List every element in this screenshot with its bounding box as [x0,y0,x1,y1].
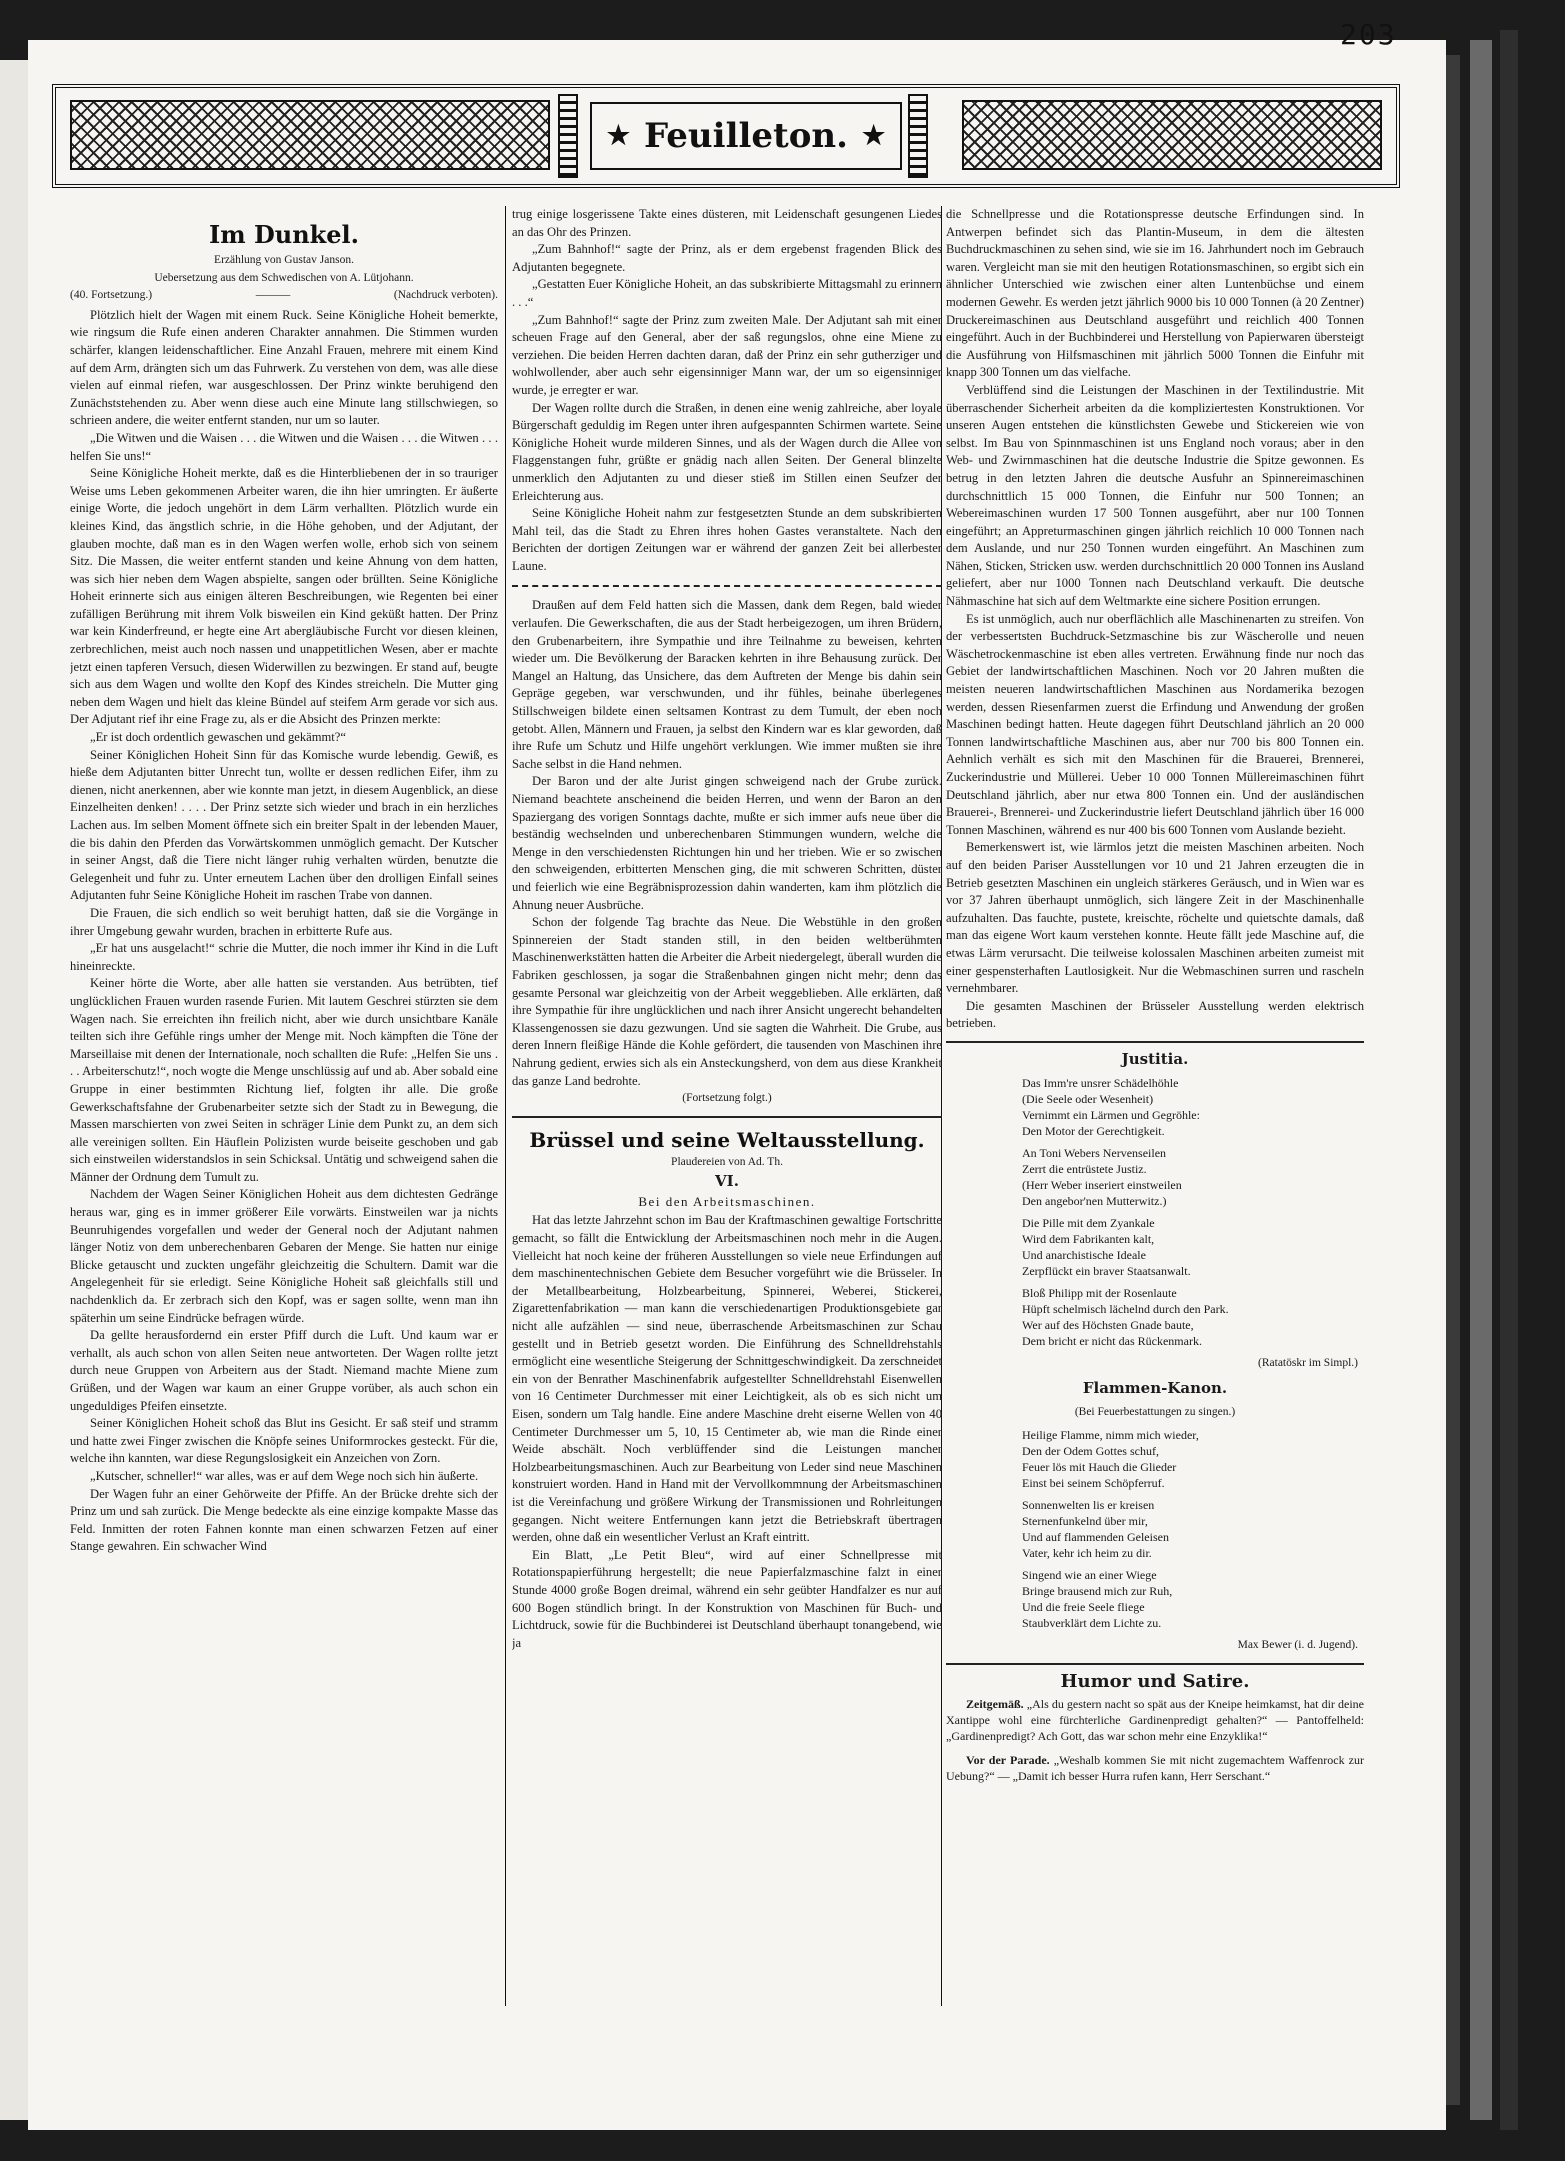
paragraph: Es ist unmöglich, auch nur oberflächlich alle Maschinenarten zu streifen. Von der verbessertsten Buchdruck-Setzmaschine bis zur Wäscherolle und neuen Wäschetrockenmaschine ist eben alles vertreten. Erwähnung finde nur noch das Gebiet der landwirtschaftlichen Maschinen. Noch vor 20 Jahren mußten die meisten neueren landwirtschaftlichen Maschinen aus Nordamerika bezogen werden, dessen Riesenfarmen zuerst die Erfindung und Anwendung der großen Maschinen bedingt hatten. Heute dagegen führt Deutschland jährlich an 20 000 Tonnen landwirtschaftliche Maschinen aus, aber nur 700 bis 800 Tonnen ein. Aehnlich verhält es sich mit den Maschinen für die Brauerei, Brennerei, Zuckerindustrie und Müllerei. Ueber 10 000 Tonnen Müllereimaschinen führt Deutschland jährlich, aber nur etwa 800 Tonnen ein. Und der ausländischen Brauerei-, Brennerei- und Zuckerindustrie liefert Deutschland jährlich über 16 000 Tonnen Maschinen, während es nur 400 bis 600 Tonnen vom Auslande bezieht. [946,611,1364,837]
poem-line: Staubverklärt dem Lichte zu. [1022,1616,1162,1631]
paragraph: „Gestatten Euer Königliche Hoheit, an das subskribierte Mittagsmahl zu erinnern . . .“ [512,277,942,309]
paragraph: die Schnellpresse und die Rotationspresse deutsche Erfindungen sind. In Antwerpen befindet sich das Plantin-Museum, in dem die ältesten Buchdruckmaschinen zu sehen sind, wie sie im 16. Jahrhundert noch im Gebrauch waren. Vergleicht man sie mit den heutigen Rotationsmaschinen, so ergibt sich ein ähnlicher Unterschied wie zwischen einer alten Luntenbüchse und einem modernen Gewehr. Es werden jetzt jährlich 9000 bis 10 000 Tonnen (à 20 Zentner) Druckereimaschinen aus Deutschland ausgeführt und reichlich 400 Tonnen eingeführt. Auch in der Buchbinderei und Herstellung von Papierwaren übersteigt die Ausführung von Hilfsmaschinen mit jährlich 5000 Tonnen die Einfuhr mit knapp 300 Tonnen um das vielfache. [946,207,1364,380]
poem-justitia [1022,1075,1364,1349]
star-icon: ★ [606,121,631,151]
poem-line: Und auf flammenden Geleisen [1022,1530,1169,1545]
binding-edge [1470,40,1492,2120]
paragraph: Der Wagen rollte durch die Straßen, in denen eine wenig zahlreiche, aber loyale Bürgerschaft geduldig im Regen unter ihren aufgespannten Schirmen wartete. Seine Königliche Hoheit wurde milderen Sinnes, und als der Wagen durch die Allee von Flaggenstangen fuhr, grüßte er gnädig nach allen Seiten. Der General blinzelte unmerklich den Adjutanten zu und dieser stieß im Stillen einen Seufzer der Erleichterung aus. [512,400,942,503]
column-2 [512,206,942,1986]
paragraph: trug einige losgerissene Takte eines düsteren, mit Leidenschaft gesungenen Liedes an das Ohr des Prinzen. [512,207,942,239]
poem-line: Vernimmt ein Lärmen und Gegröhle: [1022,1107,1200,1122]
story-text-col2 [512,206,942,575]
feuilleton-banner [52,84,1400,188]
humor-item-text: „Als du gestern nacht so spät aus der Kneipe heimkamst, hat dir deine Xantippe wohl eine fürchterliche Gardinenpredigt gehalten?“ — Pantoffelheld: „Gardinenpredigt? Ach Gott, das war schon mehr eine Enzyklika!“ [946,1697,1364,1744]
poem-line: Wer auf des Höchsten Gnade baute, [1022,1317,1194,1332]
poem-line: Sonnenwelten lis er kreisen [1022,1498,1155,1513]
poem-line: Bringe brausend mich zur Ruh, [1022,1584,1173,1599]
continuation-note: (40. Fortsetzung.) [70,289,153,302]
poem-flammen-kanon [1022,1427,1364,1631]
article-title: Brüssel und seine Weltausstellung. [529,1127,925,1152]
poem-stanza [1022,1567,1364,1631]
poem-line: Zerpflückt ein braver Staatsanwalt. [1022,1263,1191,1278]
paragraph: „Er hat uns ausgelacht!“ schrie die Mutter, die noch immer ihr Kind in die Luft hineinreckte. [70,941,498,973]
poem-line: Vater, kehr ich heim zu dir. [1022,1546,1152,1561]
humor-separator [946,1663,1364,1665]
copyright-note: (Nachdruck verboten). [393,289,498,302]
poem-line: (Die Seele oder Wesenheit) [1022,1091,1154,1106]
paragraph: „Zum Bahnhof!“ sagte der Prinz, als er dem ergebenst fragenden Blick des Adjutanten begegnete. [512,242,942,274]
ornament-panel-right [962,100,1382,170]
article-text-col3 [946,206,1364,1033]
paragraph: Seine Königliche Hoheit merkte, daß es die Hinterbliebenen der in so trauriger Weise ums Leben gekommenen Arbeiter waren, die ihn hier umringten. Er äußerte einige Worte, die jedoch ungehört in dem Lärm verhallten. Plötzlich wurde ein kleines Kind, das ängstlich schrie, in die Höhe gehoben, und der Adjutant, der glauben mochte, daß man es in den Wagen werfen wolle, erhob sich von seinem Sitz. Die Massen, die weiter entfernt standen und keine Ahnung von dem hatten, was sich hier neben dem Wagen abspielte, sangen oder brüllten. Seine Königliche Hoheit erinnerte sich aus einigen älteren Beschreibungen, wie Regenten bei einer zufälligen Berührung mit ihrem Volk bisweilen ein Kind geküßt hatten. Der Prinz war kein Kinderfreund, er hegte eine Art abergläubische Furcht vor diesen kleinen, zerbrechlichen, meist auch noch nassen und unappetitlichen Wesen, aber er machte jetzt einen tapferen Versuch, diesen Widerwillen zu bezwingen. Er stand auf, beugte sich aus dem Wagen und wollte den Kopf des Kindes streicheln. Die Mutter ging neben dem Wagen und hielt das kleine Bündel auf steifem Arm gerade vor sich aus. Der Adjutant rief ihr eine Frage zu, als er die Absicht des Prinzen merkte: [70,466,498,727]
poem-line: Sternenfunkelnd über mir, [1022,1514,1148,1529]
poem-line: Einst bei seinem Schöpferruf. [1022,1476,1165,1491]
poem-separator [946,1041,1364,1043]
paragraph: „Kutscher, schneller!“ war alles, was er auf dem Wege noch sich hin äußerte. [90,1468,479,1483]
meta-dash: ——— [255,289,291,302]
paragraph: Die gesamten Maschinen der Brüsseler Ausstellung werden elektrisch betrieben. [946,998,1364,1031]
paragraph: Ein Blatt, „Le Petit Bleu“, wird auf einer Schnellpresse mit Rotationspapierführung hergestellt; die neue Papierfalzmaschine falzt in einer Stunde 4000 große Bogen dreimal, während ein sehr geübter Handfalzer es nur auf 600 Bogen stündlich bringt. In der Konstruktion von Maschinen für Buch- und Lichtdruck, sowie für die Buchbinderei ist Deutschland überhaupt tonangebend, wie ja [512,1547,942,1650]
poem-line: Feuer lös mit Hauch die Glieder [1022,1460,1177,1475]
poem-stanza [1022,1145,1364,1209]
poem-stanza [1022,1285,1364,1349]
section-title-text: Feuilleton. [644,116,848,156]
poem-line: Die Pille mit dem Zyankale [1022,1215,1155,1230]
poem-source: (Ratatöskr im Simpl.) [1258,1356,1358,1369]
article-byline: Plaudereien von Ad. Th. [671,1155,783,1168]
ornament-panel-left [70,100,550,170]
story-translator: Uebersetzung aus dem Schwedischen von A. Lütjohann. [154,271,414,284]
paragraph: Seiner Königlichen Hoheit schoß das Blut ins Gesicht. Er saß steif und stramm und hatte zwei Finger zwischen die Knöpfe seines Uniformrockes gesteckt. Für die, welche ihn kannten, war diese Regungslosigkeit ein Anzeichen von Zorn. [70,1416,498,1466]
poem-line: Heilige Flamme, nimm mich wieder, [1022,1428,1199,1443]
paragraph: Da gellte herausfordernd ein erster Pfiff durch die Luft. Und kaum war er verhallt, als auch schon von allen Seiten neue antworteten. Der Wagen rollte jetzt durch neue Gruppen von Arbeitern aus der Stadt. Niemand machte Miene zum Grüßen, und der Wagen war kaum an einer Gruppe vorüber, als auch schon ein ungeduldiges Pfeifen einsetzte. [70,1328,498,1413]
paragraph: Hat das letzte Jahrzehnt schon im Bau der Kraftmaschinen gewaltige Fortschritte gemacht, so fällt die Entwicklung der Arbeitsmaschinen noch mehr in die Augen. Vielleicht hat noch keine der früheren Ausstellungen so viele neue Erfindungen auf dem maschinentechnischen Gebiete dem Besucher vorgeführt wie die Brüsseler. In der Metallbearbeitung, Holzbearbeitung, Spinnerei, Weberei, Stickerei, Zigarettenfabrikation — man kann die verschiedenartigen Produktionsgebiete gar nicht alle aufzählen — sind neue, überraschende Arbeitsmaschinen zur Schau gestellt und in Betrieb gesetzt worden. Die Einführung des Schnelldrehstahls ermöglicht eine wesentliche Steigerung der Schnittgeschwindigkeit. Da zerschneidet ein von der Benrather Maschinenfabrik aufgestellter Schnelldrehstahl Eisenwellen von 16 Centimeter Durchmesser mit einer Leichtigkeit, als ob es sich nicht um Eisen, sondern um Talg handle. Eine andere Maschine dreht eiserne Wellen von 40 Centimeter Durchmesser um 5, 10, 15 Centimeter ab, wie man die Rinde einer Weide abschält. Noch verblüffender sind die Leistungen mancher Holzbearbeitungsmaschinen. Auch zur Bearbeitung von Leder sind neue Maschinen konstruiert worden. Hand in Hand mit der Vervollkommnung der Arbeitsmaschinen ist die Vereinfachung und größere Wirkung der Transmissionen und Rohrleitungen gegangen. Nicht weitere Entfernungen kann jetzt die Betriebskraft übertragen werden, ohne daß ein wesentlicher Verlust an Kraft eintritt. [512,1213,942,1545]
paragraph: Keiner hörte die Worte, aber alle hatten sie verstanden. Aus betrübten, tief unglücklichen Frauen wurden rasende Furien. Mit lautem Geschrei stürzten sie dem Wagen nach. Sie erreichten ihn freilich nicht, aber wie durch unsichtbare Kanäle teilten sich ihre Gefühle rings umher der Menge mit. Noch kämpften die Töne der Marseillaise mit denen der Internationale, noch schallten die Rufe: „Helfen Sie uns . . . Arbeiterschutz!“, noch wogte die Menge unschlüssig auf und ab. Aber sobald eine Gruppe in einer bestimmten Richtung lief, folgten ihr alle. Die große Gewerkschaftsfahne der Grubenarbeiter setzte sich der Stadt zu in Bewegung, die Massen marschierten von zwei Seiten in schräger Linie dem Punkt zu, an dem sich alle vereinigen sollten. Ein Häuflein Polizisten wurde beiseite geschoben und gab sich einstweilen widerstandslos in sein Schicksal. Untätig und schweigend sahen die Männer der Ordnung dem Tumult zu. [70,976,498,1184]
poem-line: Den angebor'nen Mutterwitz.) [1022,1193,1167,1208]
poem-line: Wird dem Fabrikanten kalt, [1022,1231,1155,1246]
poem-title: Flammen-Kanon. [1082,1379,1228,1398]
paragraph: Bemerkenswert ist, wie lärmlos jetzt die meisten Maschinen arbeiten. Noch auf den beiden Pariser Ausstellungen vor 10 und 21 Jahren erzeugten die in Betrieb gesetzten Maschinen ein ungleich stärkeres Geräusch, und in Wien war es vor 37 Jahren überhaupt unmöglich, sich längere Zeit in der Maschinenhalle aufzuhalten. Das fauchte, pustete, kreischte, röchelte und quietschte damals, daß man das eigene Wort kaum verstehen konnte. Heute fällt jede Maschine auf, die etwas Lärm verursacht. Die teilweise kolossalen Maschinen arbeiten zumeist mit einer gespensterhaften Lautlosigkeit. Nur die Webmaschinen surren und rascheln vernehmbarer. [946,840,1364,996]
poem-line: Den der Odem Gottes schuf, [1022,1444,1159,1459]
ornament-pillar [908,94,928,178]
poem-source: Max Bewer (i. d. Jugend). [1237,1639,1358,1652]
star-icon: ★ [861,121,886,151]
poem-stanza [1022,1427,1364,1491]
binding-edge [1500,30,1518,2130]
article-separator [512,1116,942,1118]
facing-page-edge [0,60,28,2120]
article-section-heading: Bei den Arbeitsmaschinen. [638,1193,816,1209]
paragraph: Seine Königliche Hoheit nahm zur festgesetzten Stunde an dem subskribierten Mahl teil, das die Stadt zu Ehren ihres hohen Gastes veranstaltete. Nach den Berichten der dortigen Zeitungen war er während der ganzen Zeit bei allerbester Laune. [512,506,942,573]
poem-line: Den Motor der Gerechtigkeit. [1022,1123,1165,1138]
poem-line: Und anarchistische Ideale [1022,1247,1146,1262]
poem-stanza [1022,1075,1364,1139]
humor-item-text: „Weshalb kommen Sie mit nicht zugemachtem Waffenrock zur Uebung?“ — „Damit ich besser Hurra rufen kann, Herr Serschant.“ [946,1753,1364,1784]
poem-line: Und die freie Seele fliege [1022,1600,1145,1615]
column-rule [505,206,506,2006]
humor-item-label: Zeitgemäß. [966,1697,1024,1712]
poem-line: Singend wie an einer Wiege [1022,1568,1157,1583]
story-text-col2-continued [512,597,942,1090]
humor-item [946,1752,1364,1784]
article-part: VI. [715,1172,739,1191]
paragraph: „Die Witwen und die Waisen . . . die Witwen und die Waisen . . . die Witwen . . . helfen Sie uns!“ [70,430,498,463]
paragraph: Verblüffend sind die Leistungen der Maschinen in der Textilindustrie. Mit überraschender Sicherheit arbeiten da die kompliziertesten Konstruktionen. Vor unseren Augen entstehen die künstlichsten Gewebe und Stickereien wie von selbst. Im Bau von Spinnmaschinen ist uns England noch voraus; aber in den Web- und Zwirnmaschinen hat die deutsche Industrie die Spitze gewonnen. Es betrug in den letzten Jahren die deutsche Ausfuhr an Spinnereimaschinen durchschnittlich 15 000 Tonnen, die Einfuhr nur 500 Tonnen; an Webereimaschinen wurden 17 500 Tonnen ausgeführt, aber nur 100 Tonnen eingeführt; an Appreturmaschinen gingen jährlich reichlich 10 000 Tonnen nach dem Auslande, und nur 250 Tonnen wurden eingeführt. An Maschinen zum Nähen, Sticken, Stricken usw. werden durchschnittlich 20 000 Tonnen ins Ausland geliefert, aber nur 1000 Tonnen nach Deutschland verkauft. Die deutsche Nähmaschine hat sich auf dem Weltmarkte eine sichere Position errungen. [946,382,1364,609]
page-number: 203 [1340,18,1397,51]
poem-line: An Toni Webers Nervenseilen [1022,1145,1167,1160]
section-title [590,102,902,170]
dashed-separator [512,585,942,587]
humor-items [946,1696,1364,1784]
poem-line: Bloß Philipp mit der Rosenlaute [1022,1285,1177,1300]
poem-line: (Herr Weber inseriert einstweilen [1022,1177,1182,1192]
story-text-col1 [70,307,498,1556]
paragraph: Die Frauen, die sich endlich so weit beruhigt hatten, daß sie die Vorgänge in ihrer Umgebung gewahr wurden, brachen in erbitterte Rufe aus. [70,905,498,938]
paragraph: Der Baron und der alte Jurist gingen schweigend nach der Grube zurück. Niemand beachtete anscheinend die beiden Herren, und wenn der Baron an den Spaziergang des vorigen Sonntags dachte, mußte er sich immer aufs neue über die beständig wechselnden und unberechenbaren Stimmungen wundern, welche die Menge in den verschiedensten Richtungen hin und her trieben. Wie er so zwischen den schweigenden, erbitterten Menschen ging, die mit schweren Schritten, düster und feierlich wie eine Begräbnisprozession dahin wanderten, kam ihm plötzlich die Ahnung neuer Ausbrüche. [512,774,942,912]
binding-edge [1446,55,1460,2105]
paragraph: Der Wagen fuhr an einer Gehörweite der Pfiffe. An der Brücke drehte sich der Prinz um und sah zurück. Die Menge bedeckte als eine einzige kompakte Masse das Feld. Inmitten der roten Fahnen konnte man einen schwarzen Fetzen auf einer Stange gewahren. Ein schwacher Wind [70,1486,498,1554]
paragraph: Schon der folgende Tag brachte das Neue. Die Webstühle in den großen Spinnereien der Stadt standen still, in den beiden weltberühmten Maschinenwerkstätten hatten die Arbeiter die Arbeit niedergelegt, überall wurden die Fabriken geschlossen, ja sogar die Straßenbahnen gingen nicht mehr; denn das gesamte Personal war gleichzeitig von der Arbeit weggeblieben. Alle erklärten, daß ihre Sympathie für ihre unglücklichen und nach ihrer Ansicht ungerecht behandelten Klassengenossen sie dazu gezwungen. Und sie sagten die Wahrheit. Die Grube, aus deren Innern fleißige Hände die Kohle gefördert, die tausenden von Maschinen ihre Nahrung gedient, erwies sich als ein Ansteckungsherd, von dem aus diese Krankheit das ganze Land bedrohte. [512,915,942,1088]
column-1 [70,206,498,2006]
poem-stanza [1022,1497,1364,1561]
paragraph: „Er ist doch ordentlich gewaschen und gekämmt?“ [90,730,346,745]
paragraph: Draußen auf dem Feld hatten sich die Massen, dank dem Regen, bald wieder verlaufen. Die Gewerkschaften, die aus der Stadt herbeigezogen, um ihren Brüdern, den Grubenarbeitern, ihre Sympathie und ihre Teilnahme zu beweisen, kehrten wieder um. Die Bevölkerung der Baracken kehrten in ihre Behausung zurück. Der Mangel an Haltung, das Unsichere, das dem Auftreten der Menge bis dahin sein Gepräge gegeben, war verschwunden, und ihr fühles, beinahe überlegenes Stillschweigen bildete einen seltsamen Kontrast zu dem Tumult, der eben noch getobt. Allen, Männern und Frauen, ja selbst den Kindern war es klar geworden, daß ihre Rufe um Schutz und Hilfe ungehört verklungen. Wie immer mußten sie ihre Sache selbst in die Hand nehmen. [512,598,942,771]
to-be-continued: (Fortsetzung folgt.) [682,1092,772,1105]
column-3 [946,206,1364,2006]
humor-item-label: Vor der Parade. [966,1753,1050,1768]
poem-line: Das Imm're unsrer Schädelhöhle [1022,1075,1179,1090]
paragraph: Nachdem der Wagen Seiner Königlichen Hoheit aus dem dichtesten Gedränge heraus war, ging es in immer größerer Eile vorwärts. Einstweilen war ja nichts Beunruhigendes vorgefallen und weder der General noch der Adjutant nahmen länger Notiz von dem unberechenbaren Gebaren der Menge. Sie hatten nur einige Blicke getauscht und zuckten ungefähr gleichzeitig die Schultern. Damit war die Angelegenheit für sie erledigt. Seine Königliche Hoheit saß gleichfalls still und nachdenklich da. Er zerbrach sich den Kopf, was er sagen sollte, wenn man ihn späterhin um seine Eindrücke befragen würde. [70,1187,498,1325]
paragraph: Plötzlich hielt der Wagen mit einem Ruck. Seine Königliche Hoheit bemerkte, wie ringsum die Rufe einen anderen Charakter annahmen. Die Stimmen wurden schärfer, klangen leidenschaftlicher. Eine Anzahl Frauen, mehrere mit einem Kind auf dem Arm, drängten sich um das Fuhrwerk. Zu verstehen von dem, was alle diese vielen auf einmal riefen, war ausgeschlossen. Der Prinz winkte beruhigend den Zunächststehenden zu. Aber wenn diese auch eine Minute lang stillschwiegen, so schrieen andere, die weiter entfernt standen, nur um so lauter. [70,307,498,428]
humor-item [946,1696,1364,1744]
paragraph: „Zum Bahnhof!“ sagte der Prinz zum zweiten Male. Der Adjutant sah mit einer scheuen Frage auf den General, aber der saß regungslos, ohne eine Miene zu verziehen. Die beiden Herren dachten daran, daß der Prinz ein sehr gutherziger und wohlwollender, aber auch sehr eigensinniger Mann war, der um so eigensinniger wurde, je erregter er war. [512,312,942,397]
paragraph: Seiner Königlichen Hoheit Sinn für das Komische wurde lebendig. Gewiß, es hieße dem Adjutanten bitter Unrecht tun, wollte er dessen redlichen Eifer, ihm zu dienen, nicht anerkennen, aber wie konnte man jetzt, in diesem Augenblick, an diese Einzelheiten denken! . . . . Der Prinz setzte sich wieder und brach in ein herzliches Lachen aus. Im selben Moment öffnete sich ein breiter Spalt in der lebenden Mauer, die bis dahin den Pferden das Vorwärtskommen unmöglich gemacht. Der Kutscher in seiner Angst, daß die Tiere nicht länger ruhig verhalten würden, benutzte die Gelegenheit und fuhr zu. Unter erneutem Lachen über den drolligen Einfall seines Adjutanten fuhr Seine Königliche Hoheit im raschen Trabe von dannen. [70,747,498,903]
poem-line: Dem bricht er nicht das Rückenmark. [1022,1333,1202,1348]
poem-note: (Bei Feuerbestattungen zu singen.) [1074,1405,1236,1418]
ornament-pillar [558,94,578,178]
poem-title: Justitia. [1121,1049,1189,1068]
article-text-col2 [512,1212,942,1652]
story-meta [70,287,498,305]
story-subtitle: Erzählung von Gustav Janson. [214,254,354,266]
poem-line: Zerrt die entrüstete Justiz. [1022,1161,1147,1176]
humor-title: Humor und Satire. [1060,1670,1250,1692]
poem-line: Hüpft schelmisch lächelnd durch den Park. [1022,1301,1229,1316]
poem-stanza [1022,1215,1364,1279]
story-title: Im Dunkel. [208,220,360,249]
